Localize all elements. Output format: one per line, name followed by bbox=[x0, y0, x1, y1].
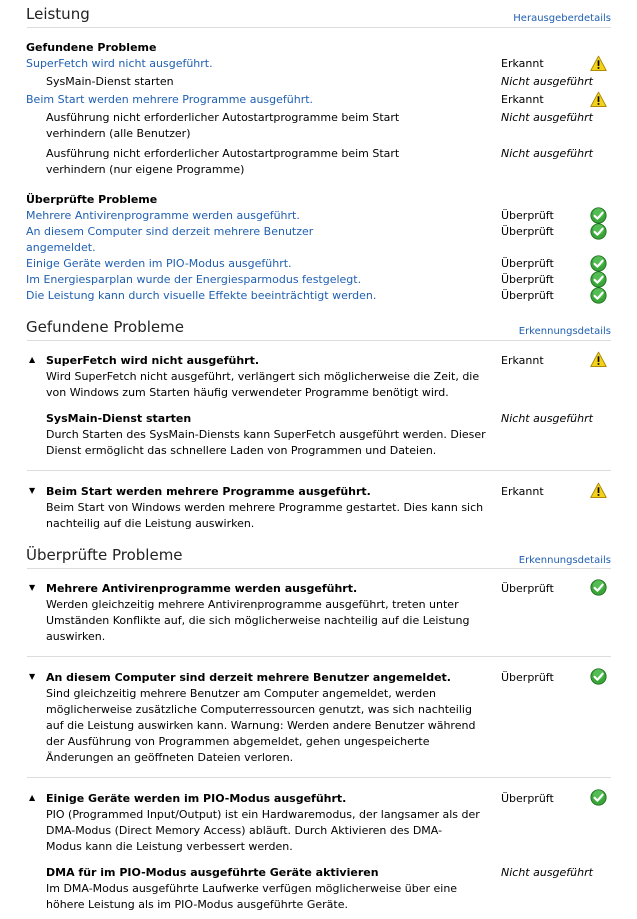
status-text: Erkannt bbox=[501, 485, 544, 498]
warning-icon bbox=[590, 482, 607, 499]
checkmark-icon bbox=[590, 668, 607, 685]
status-text: Überprüft bbox=[501, 289, 554, 302]
summary-fix-autostart-all: Ausführung nicht erforderlicher Autostartprogramme beim Start verhindern (alle Benutzer) bbox=[46, 111, 400, 140]
problem-title: Mehrere Antivirenprogramme werden ausgeführt. bbox=[46, 582, 358, 595]
expand-caret-icon[interactable]: ▼ bbox=[29, 583, 36, 592]
expand-caret-icon[interactable]: ▼ bbox=[29, 672, 36, 681]
summary-checked-pio-link[interactable]: Einige Geräte werden im PIO-Modus ausgeführt. bbox=[26, 257, 292, 270]
expand-caret-icon[interactable]: ▼ bbox=[29, 486, 36, 495]
summary-fix-autostart-own: Ausführung nicht erforderlicher Autostartprogramme beim Start verhindern (nur eigene Programme) bbox=[46, 147, 400, 176]
summary-problem-startup-link[interactable]: Beim Start werden mehrere Programme ausgeführt. bbox=[26, 93, 314, 106]
collapse-caret-icon[interactable]: ▲ bbox=[29, 355, 36, 364]
checkmark-icon bbox=[590, 207, 607, 224]
warning-icon bbox=[590, 55, 607, 72]
problem-description: Wird SuperFetch nicht ausgeführt, verlängert sich möglicherweise die Zeit, die von Windows zum Starten häufig verwendeter Programme benötigt wird. bbox=[46, 370, 480, 399]
found-problems-heading: Gefundene Probleme bbox=[26, 41, 157, 54]
section-title-leistung: Leistung bbox=[26, 5, 90, 23]
checkmark-icon bbox=[590, 223, 607, 240]
fix-description: Durch Starten des SysMain-Diensts kann SuperFetch ausgeführt werden. Dieser Dienst ermöglicht das schnellere Laden von Programmen und Dateien. bbox=[46, 428, 486, 457]
checkmark-icon bbox=[590, 271, 607, 288]
fix-title: SysMain-Dienst starten bbox=[46, 412, 192, 425]
status-text: Nicht ausgeführt bbox=[501, 147, 593, 160]
problem-title: SuperFetch wird nicht ausgeführt. bbox=[46, 354, 260, 367]
status-text: Erkannt bbox=[501, 57, 544, 70]
section-title-checked: Überprüfte Probleme bbox=[26, 546, 183, 564]
checkmark-icon bbox=[590, 579, 607, 596]
publisher-details-link[interactable]: Herausgeberdetails bbox=[513, 13, 611, 24]
summary-checked-powerplan-link[interactable]: Im Energiesparplan wurde der Energiesparmodus festgelegt. bbox=[26, 273, 362, 286]
checkmark-icon bbox=[590, 255, 607, 272]
problem-description: PIO (Programmed Input/Output) ist ein Hardwaremodus, der langsamer als der DMA-Modus (Direct Memory Access) abläuft. Durch Aktivieren des DMA- Modus kann die Leistung verbessert werden. bbox=[46, 808, 480, 853]
detection-details-link[interactable]: Erkennungsdetails bbox=[518, 326, 611, 337]
status-text: Überprüft bbox=[501, 671, 554, 684]
divider bbox=[27, 777, 611, 778]
status-text: Erkannt bbox=[501, 93, 544, 106]
checked-problems-heading: Überprüfte Probleme bbox=[26, 193, 158, 206]
problem-title: An diesem Computer sind derzeit mehrere Benutzer angemeldet. bbox=[46, 671, 451, 684]
problem-description: Werden gleichzeitig mehrere Antivirenprogramme ausgeführt, treten unter Umständen Konflikte auf, die sich möglicherweise nachteilig auf die Leistung auswirken. bbox=[46, 598, 470, 643]
problem-title: Einige Geräte werden im PIO-Modus ausgeführt. bbox=[46, 792, 347, 805]
summary-problem-superfetch-link[interactable]: SuperFetch wird nicht ausgeführt. bbox=[26, 57, 213, 70]
warning-icon bbox=[590, 351, 607, 368]
divider bbox=[27, 656, 611, 657]
status-text: Nicht ausgeführt bbox=[501, 75, 593, 88]
divider bbox=[27, 568, 611, 569]
checkmark-icon bbox=[590, 287, 607, 304]
status-text: Nicht ausgeführt bbox=[501, 412, 593, 425]
summary-checked-antivirus-link[interactable]: Mehrere Antivirenprogramme werden ausgeführt. bbox=[26, 209, 300, 222]
status-text: Überprüft bbox=[501, 257, 554, 270]
collapse-caret-icon[interactable]: ▲ bbox=[29, 793, 36, 802]
problem-title: Beim Start werden mehrere Programme ausgeführt. bbox=[46, 485, 371, 498]
problem-description: Beim Start von Windows werden mehrere Programme gestartet. Dies kann sich nachteilig auf die Leistung auswirken. bbox=[46, 501, 484, 530]
divider bbox=[27, 27, 611, 28]
detection-details-link[interactable]: Erkennungsdetails bbox=[518, 555, 611, 566]
fix-title: DMA für im PIO-Modus ausgeführte Geräte aktivieren bbox=[46, 866, 379, 879]
status-text: Überprüft bbox=[501, 209, 554, 222]
divider bbox=[27, 340, 611, 341]
fix-description: Im DMA-Modus ausgeführte Laufwerke verfügen möglicherweise über eine höhere Leistung als im PIO-Modus ausgeführte Geräte. bbox=[46, 882, 458, 911]
status-text: Nicht ausgeführt bbox=[501, 866, 593, 879]
section-title-found: Gefundene Probleme bbox=[26, 318, 184, 336]
status-text: Überprüft bbox=[501, 225, 554, 238]
checkmark-icon bbox=[590, 789, 607, 806]
status-text: Überprüft bbox=[501, 792, 554, 805]
summary-fix-sysmain: SysMain-Dienst starten bbox=[46, 75, 174, 88]
warning-icon bbox=[590, 91, 607, 108]
status-text: Überprüft bbox=[501, 582, 554, 595]
problem-description: Sind gleichzeitig mehrere Benutzer am Computer angemeldet, werden möglicherweise zusätzliche Computerressourcen genutzt, was sich nachteilig auf die Leistung auswirken kann. Warnung: Werden andere Benutzer während der Ausführung von Programmen abgemeldet, gehen ungespeicherte Änderungen an geöffneten Dateien verloren. bbox=[46, 687, 476, 764]
status-text: Erkannt bbox=[501, 354, 544, 367]
status-text: Überprüft bbox=[501, 273, 554, 286]
status-text: Nicht ausgeführt bbox=[501, 111, 593, 124]
divider bbox=[27, 470, 611, 471]
summary-checked-users-link[interactable]: An diesem Computer sind derzeit mehrere Benutzer angemeldet. bbox=[26, 225, 314, 254]
summary-checked-visual-effects-link[interactable]: Die Leistung kann durch visuelle Effekte beeinträchtigt werden. bbox=[26, 289, 377, 302]
